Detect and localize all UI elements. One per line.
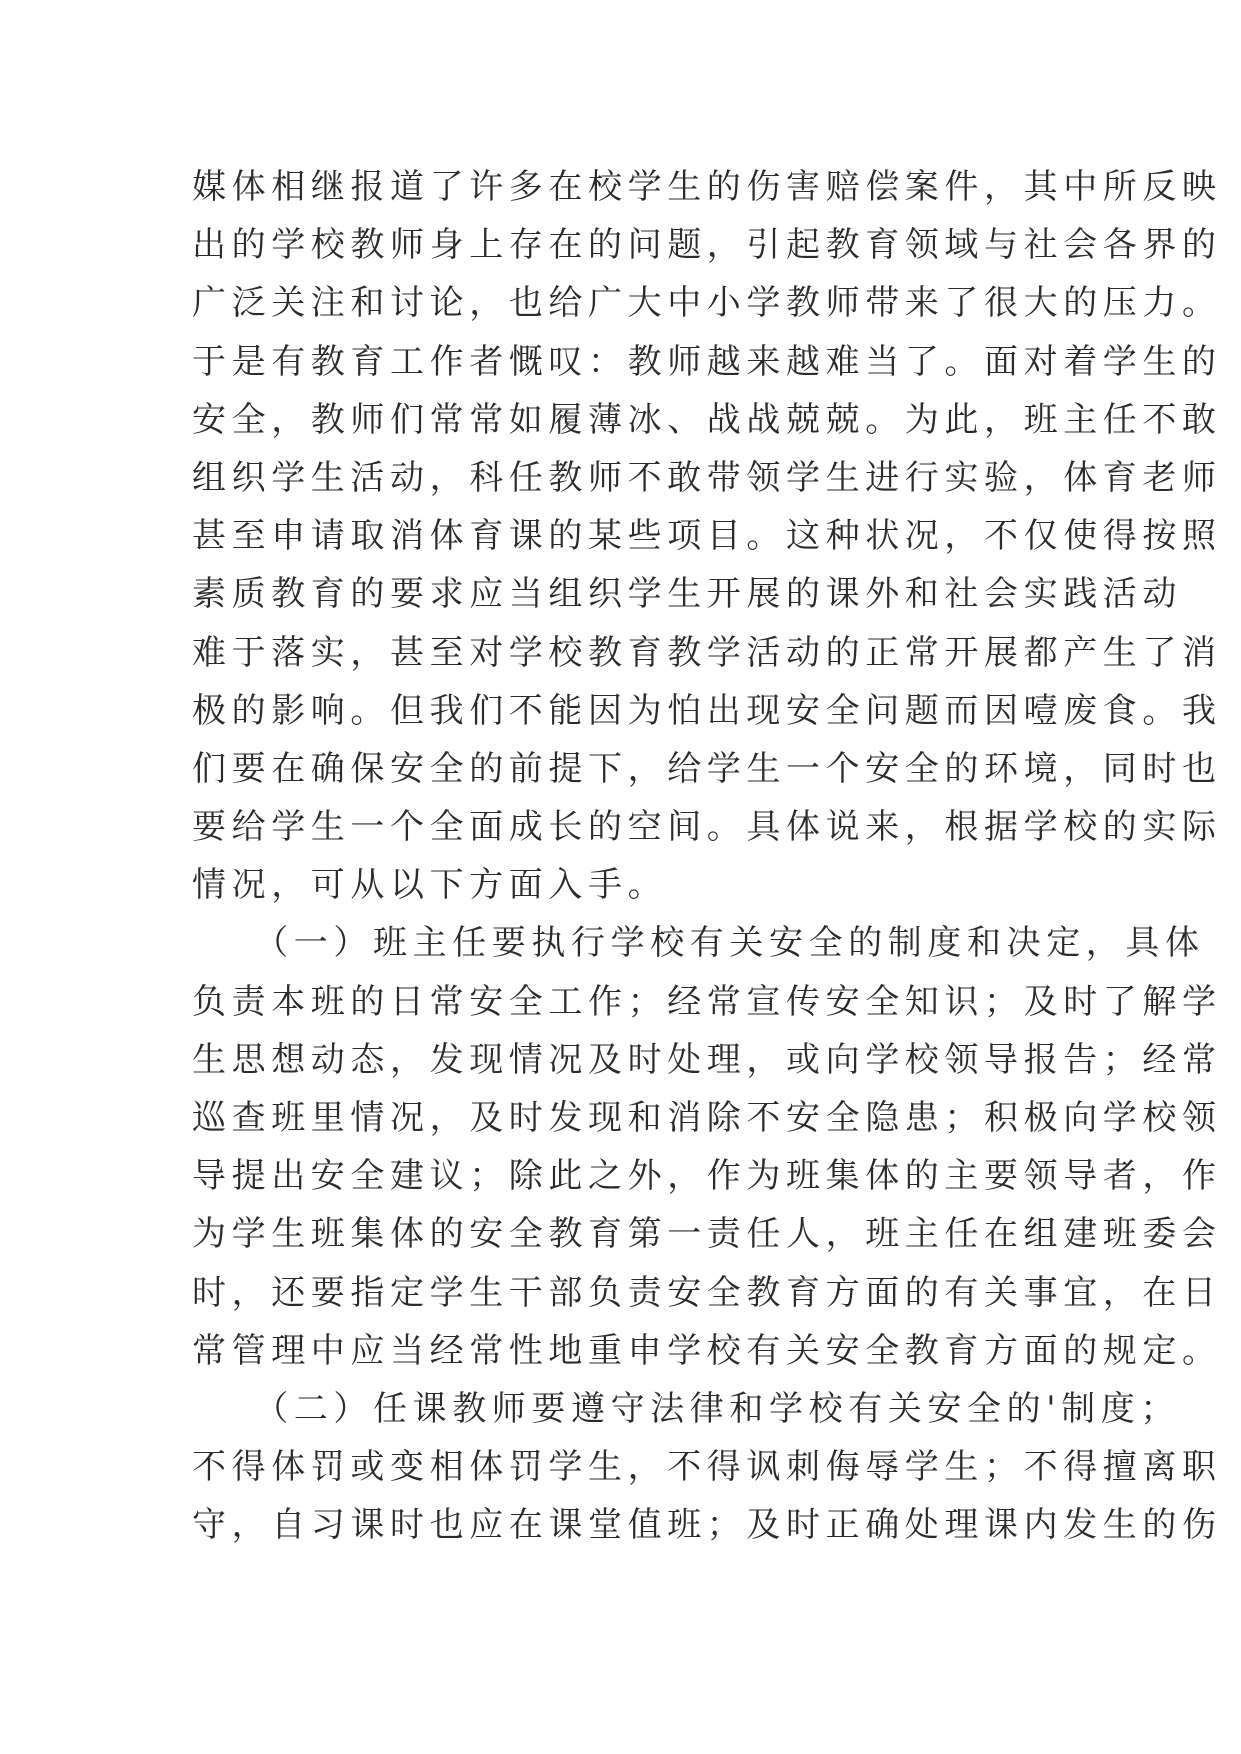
text-line: 安全，教师们常常如履薄冰、战战兢兢。为此，班主任不敢 — [192, 399, 1222, 440]
text-line: 时，还要指定学生干部负责安全教育方面的有关事宜，在日 — [192, 1272, 1222, 1313]
text-line: 生思想动态，发现情况及时处理，或向学校领导报告；经常 — [192, 1039, 1222, 1080]
text-line: 素质教育的要求应当组织学生开展的课外和社会实践活动 — [192, 574, 1182, 615]
text-line: 广泛关注和讨论，也给广大中小学教师带来了很大的压力。 — [192, 283, 1222, 324]
text-line: 出的学校教师身上存在的问题，引起教育领域与社会各界的 — [192, 225, 1222, 266]
text-line: 守，自习课时也应在课堂值班；及时正确处理课内发生的伤 — [192, 1505, 1222, 1546]
document-body — [192, 158, 1222, 1555]
text-line: 难于落实，甚至对学校教育教学活动的正常开展都产生了消 — [192, 632, 1222, 673]
text-line: 于是有教育工作者慨叹：教师越来越难当了。面对着学生的 — [192, 341, 1222, 382]
text-line: 极的影响。但我们不能因为怕出现安全问题而因噎废食。我 — [192, 690, 1222, 731]
text-line: 要给学生一个全面成长的空间。具体说来，根据学校的实际 — [192, 807, 1222, 848]
text-line: （一）班主任要执行学校有关安全的制度和决定，具体 — [192, 923, 1205, 964]
text-line: （二）任课教师要遵守法律和学校有关安全的'制度； — [192, 1388, 1180, 1429]
text-line: 导提出安全建议；除此之外，作为班集体的主要领导者，作 — [192, 1156, 1222, 1197]
text-line: 组织学生活动，科任教师不敢带领学生进行实验，体育老师 — [192, 457, 1222, 498]
text-line: 负责本班的日常安全工作；经常宣传安全知识；及时了解学 — [192, 981, 1222, 1022]
text-line: 为学生班集体的安全教育第一责任人，班主任在组建班委会 — [192, 1214, 1222, 1255]
text-line: 常管理中应当经常性地重申学校有关安全教育方面的规定。 — [192, 1330, 1222, 1371]
text-line: 媒体相继报道了许多在校学生的伤害赔偿案件，其中所反映 — [192, 167, 1222, 207]
text-line: 情况，可从以下方面入手。 — [192, 865, 668, 906]
text-line: 不得体罚或变相体罚学生，不得讽刺侮辱学生；不得擅离职 — [192, 1447, 1222, 1488]
text-line: 们要在确保安全的前提下，给学生一个安全的环境，同时也 — [192, 748, 1222, 789]
text-line: 巡查班里情况，及时发现和消除不安全隐患；积极向学校领 — [192, 1098, 1222, 1138]
text-line: 甚至申请取消体育课的某些项目。这种状况，不仅使得按照 — [192, 516, 1222, 557]
